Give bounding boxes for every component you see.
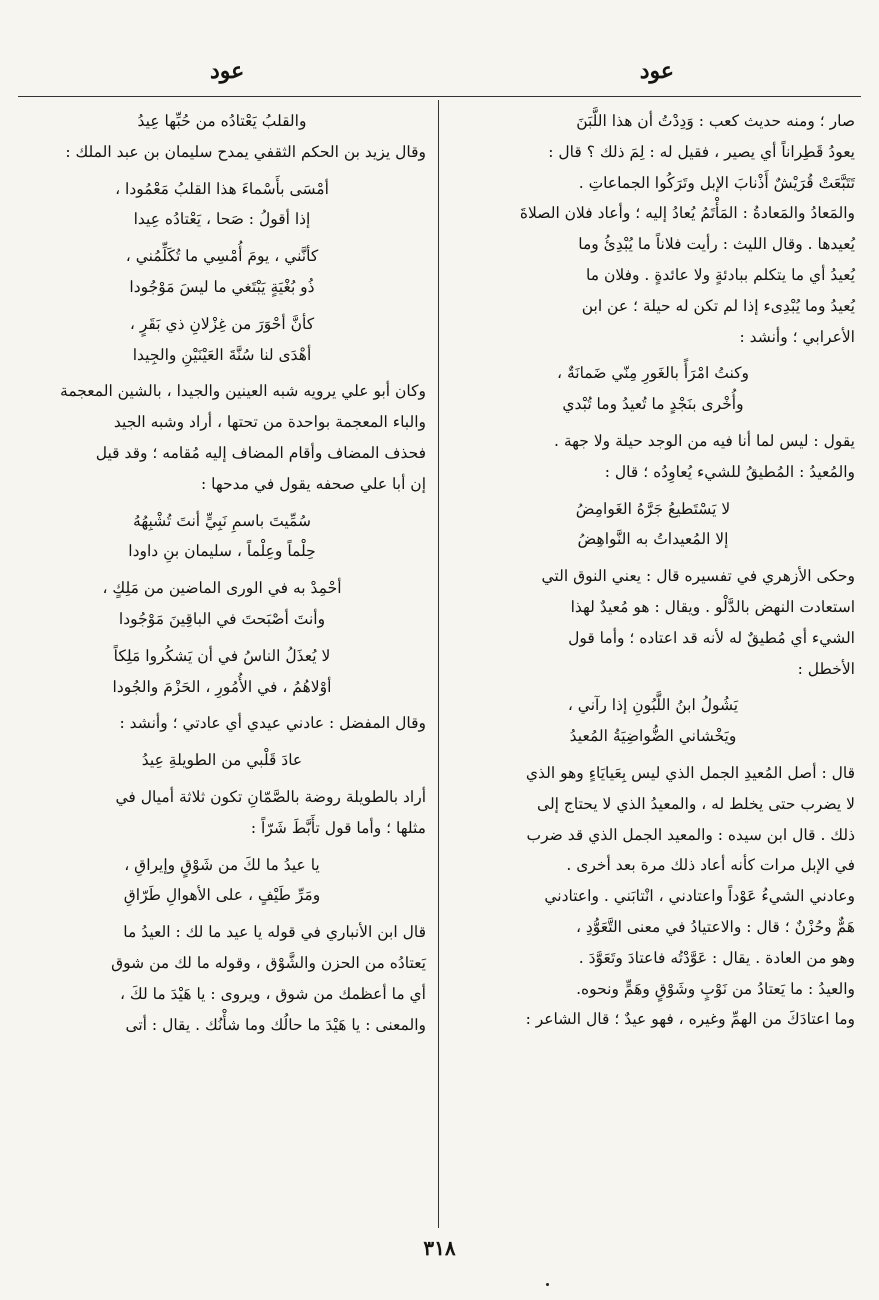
text-line: وهو من العادة . يقال : عَوَّدْتُه فاعتادَ وتَعَوَّدَ . [578,948,855,967]
verse-line: يَشُولُ ابنُ اللَّبُونِ إذا رآني ، [567,696,739,715]
verse-line: وأُخْرى بنَجْدٍ ما تُعيدُ وما تُبْدي [562,395,744,414]
running-header-left: عود [210,58,245,84]
text-line: إن أبا علي صحفه يقول في مدحها : [201,474,426,493]
text-line: في الإبل مرات كأنه أعاد ذلك مرة بعد أخرى . [566,856,855,875]
verse-line: لا يُعذَلُ الناسُ في أن يَشكُروا مَلِكاً [113,646,331,665]
verse-line: ومَرِّ طَيْفٍ ، على الأهوالِ طَرّاقِ [123,886,321,905]
verse-line: أوْلاهُمُ ، في الأُمُورِ ، الحَزْمَ والجُودا [112,677,332,696]
text-line: والمعنى : يا هَيْدَ ما حالُك وما شأْنُك . يقال : أتى [125,1015,426,1034]
verse-line: والقلبُ يَعْتادُه من حُبِّها عِيدُ [137,112,307,130]
text-line: تَتَبَّعَتْ قُرَيْشٌ أَذْنابَ الإبل وتَرَكُوا الجماعاتِ . [578,173,855,192]
text-line: قال : أصل المُعيدِ الجمل الذي ليس بِعَيايَاءٍ وهو الذي [525,763,855,782]
text-line: الأعرابي ؛ وأنشد : [739,327,855,346]
verse-line: ويَخْشاني الضُّواضِيَةُ المُعيدُ [569,727,737,746]
verse-line: يا عيدُ ما لكَ من شَوْقٍ وإيراقِ ، [124,855,320,874]
text-line: يُعيدُ وما يُبْدِىء إذا لم تكن له حيلة ؛ عن ابن [581,296,855,315]
verse-line: كأنَّني ، يومَ أُمْسِي ما تُكَلِّمُني ، [125,247,319,266]
verse-line: إذا أقولُ : صَحا ، يَعْتادُه عِيدا [133,210,311,229]
verse-line: ذُو بُغْيَةٍ يَبْتَغي ما ليسَ مَوْجُودا [129,277,315,296]
text-line: ذلك . قال ابن سيده : والمعيد الجمل الذي قد ضرب [526,825,855,844]
text-line: يقول : ليس لما أنا فيه من الوجد حيلة ولا جهة . [554,431,855,450]
verse-line: وأنتَ أصْبَحتَ في الباقِينَ مَوْجُودا [118,609,326,628]
verse-line: أمْسَى بأَسْماءَ هذا القلبُ مَعْمُودا ، [115,179,329,198]
verse-line: أهْدَى لنا سُنَّةَ العَيْنَيْنِ والجِيدا [132,345,312,364]
verse-line: أحْمِدْ به في الورى الماضين من مَلِكٍ ، [102,579,342,598]
text-line: لا يضرب حتى يخلط له ، والمعيدُ الذي لا يحتاج إلى [537,794,855,813]
verse-line: لا يَسْتَطيعُ جَرَّهُ الغَوامِضُ [575,499,731,518]
text-line: والباء المعجمة بواحدة من تحتها ، أراد وشبه الجيد [113,413,426,432]
verse-line: إلا المُعيداتُ به النَّواهِضُ [577,530,729,549]
text-line: وحكى الأزهري في تفسيره قال : يعني النوق التي [541,567,855,586]
print-speck [546,1283,549,1286]
page-number: ٣١٨ [423,1236,456,1260]
verse-line: سُمِّيتَ باسمِ نَبِيٍّ أنتَ تُشْبِهُهُ [133,511,311,530]
text-line: وقال يزيد بن الحكم الثقفي يمدح سليمان بن عبد الملك : [65,142,426,161]
text-line: يعودُ قَطِراناً أي يصير ، فقيل له : لِمَ ذلك ؟ قال : [548,142,855,161]
text-line: صار ؛ ومنه حديث كعب : وَدِدْتُ أن هذا اللَّبَنَ [576,112,855,130]
text-line: هَمٌّ وحُزْنٌ ؛ قال : والاعتيادُ في معنى التَّعَوُّدِ ، [575,917,855,936]
text-line: وعادني الشيءُ عَوْداً واعتادني ، انْتابَني . واعتادني [544,887,855,906]
verse-line: كأنَّ أحْوَرَ من غِزْلانِ ذي بَقَرٍ ، [129,314,315,333]
text-line: استعادت النهض بالدَّلْو . ويقال : هو مُعيدٌ لهذا [570,597,855,616]
text-line: والمُعيدُ : المُطيقُ للشيء يُعاوِدُه ؛ قال : [604,462,855,481]
text-line: الشيء أي مُطيقٌ له لأنه قد اعتاده ؛ وأما قول [568,628,855,647]
text-line: قال ابن الأنباري في قوله يا عيد ما لك : العيدُ ما [123,923,426,942]
right-column [451,106,855,1035]
running-header-right: عود [639,58,674,84]
text-line: الأخطل : [797,659,855,678]
text-line: أي ما أعظمك من شوق ، ويروى : يا هَيْدَ ما لكَ ، [119,984,426,1003]
text-line: مثلها ؛ وأما قول تأَبَّطَ شَرّاً : [250,818,426,837]
verse-line: وكنتُ امْرَأً بالغَورِ مِنّي ضَمانَةٌ ، [557,364,749,383]
text-line: وقال المفضل : عادني عيدي أي عادتي ؛ وأنشد : [119,714,426,733]
text-line: يُعيدها . وقال الليث : رأيت فلاناً ما يُبْدِئُ وما [578,235,855,254]
text-line: وما اعتادَكَ من الهمِّ وغيره ، فهو عيدٌ ؛ قال الشاعر : [525,1010,855,1029]
text-line: فحذف المضاف وأقام المضاف إليه مُقامه ؛ وقد قيل [95,443,426,462]
header-rule [18,96,861,97]
text-line: يُعيدُ أي ما يتكلم ببادئةٍ ولا عائدةٍ . وفلان ما [586,265,855,284]
text-line: أراد بالطويلة روضة بالصَّمّانِ تكون ثلاثة أميال في [115,787,426,806]
left-column [18,106,426,1040]
text-line: يَعتادُه من الحزن والشَّوْق ، وقوله ما لك من شوق [111,953,426,972]
text-line: والعيدُ : ما يَعتادُ من نَوْبٍ وشَوْقٍ وهَمٍّ ونحوه. [576,979,855,998]
text-line: وكان أبو علي يرويه شبه العينين والجيدا ، بالشين المعجمة [60,382,426,401]
column-divider [438,100,439,1228]
verse-line: حِلْماً وعِلْماً ، سليمان بنِ داودا [128,542,316,561]
verse-line: عادَ قَلْبي من الطويلةِ عِيدُ [141,751,303,770]
text-line: والمَعادُ والمَعادةُ : المَأْتَمُ يُعادُ إليه ؛ وأعاد فلان الصلاةَ [519,204,855,223]
